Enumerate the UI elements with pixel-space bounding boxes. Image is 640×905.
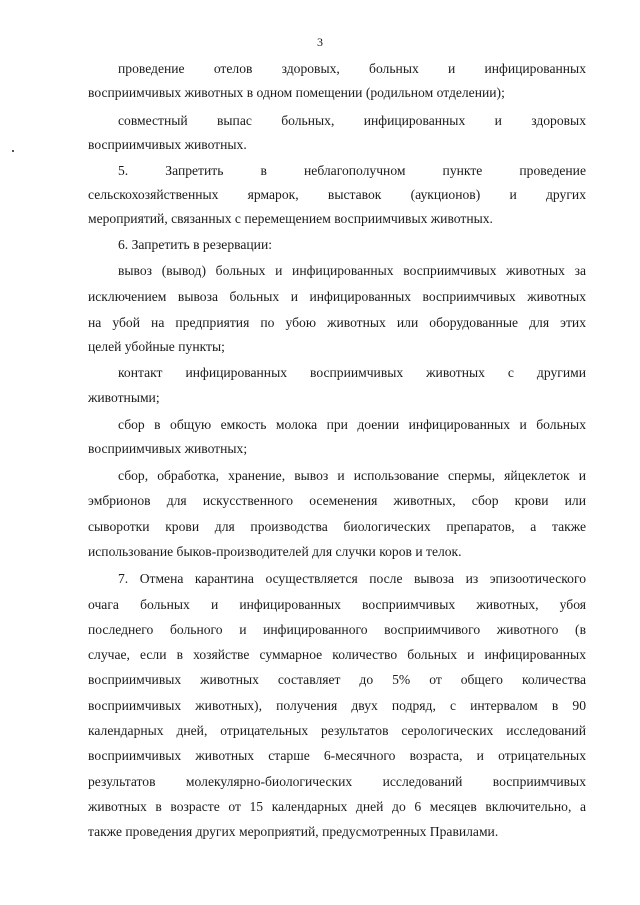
text-line: совместный выпас больных, инфицированных и здоровых	[118, 113, 586, 128]
text-line: сельскохозяйственных ярмарок, выставок (аукционов) и других	[88, 187, 586, 202]
text-line: восприимчивых животных), получения двух подряд, с интервалом в 90	[88, 698, 586, 713]
text-line: целей убойные пункты;	[88, 339, 225, 354]
text-line: животными;	[88, 390, 160, 405]
text-line: восприимчивых животных составляет до 5% от общего количества	[88, 672, 586, 687]
text-line: животных в возрасте от 15 календарных дней до 6 месяцев включительно, а	[88, 799, 586, 814]
text-line: случае, если в хозяйстве суммарное количество больных и инфицированных	[88, 647, 586, 662]
text-line: мероприятий, связанных с перемещением восприимчивых животных.	[88, 211, 493, 226]
text-line: очага больных и инфицированных восприимчивых животных, убоя	[88, 597, 586, 612]
text-line: восприимчивых животных в одном помещении (родильном отделении);	[88, 85, 505, 100]
text-line: проведение отелов здоровых, больных и инфицированных	[118, 61, 586, 76]
text-line: последнего больного и инфицированного восприимчивого животного (в	[88, 622, 586, 637]
text-line: вывоз (вывод) больных и инфицированных восприимчивых животных за	[118, 263, 586, 278]
text-line: на убой на предприятия по убою животных или оборудованные для этих	[88, 315, 586, 330]
text-line: восприимчивых животных.	[88, 137, 247, 152]
text-line: сыворотки крови для производства биологических препаратов, а также	[88, 519, 586, 534]
text-line: 5. Запретить в неблагополучном пункте проведение	[118, 163, 586, 178]
text-line: восприимчивых животных старше 6-месячного возраста, и отрицательных	[88, 748, 586, 763]
text-line: сбор, обработка, хранение, вывоз и использование спермы, яйцеклеток и	[118, 468, 586, 483]
text-line: результатов молекулярно-биологических исследований восприимчивых	[88, 774, 586, 789]
text-line: исключением вывоза больных и инфицированных восприимчивых животных	[88, 289, 586, 304]
text-line: использование быков-производителей для случки коров и телок.	[88, 544, 462, 559]
text-line: эмбрионов для искусственного осеменения животных, сбор крови или	[88, 493, 586, 508]
text-line: контакт инфицированных восприимчивых животных с другими	[118, 365, 586, 380]
text-line: 6. Запретить в резервации:	[118, 237, 273, 252]
text-line: сбор в общую емкость молока при доении инфицированных и больных	[118, 417, 586, 432]
text-line: 7. Отмена карантина осуществляется после вывоза из эпизоотического	[118, 571, 586, 586]
text-line: календарных дней, отрицательных результатов серологических исследований	[88, 723, 586, 738]
text-line: также проведения других мероприятий, предусмотренных Правилами.	[88, 824, 499, 839]
margin-mark	[12, 150, 14, 152]
page-number: 3	[317, 35, 323, 49]
text-line: восприимчивых животных;	[88, 441, 248, 456]
